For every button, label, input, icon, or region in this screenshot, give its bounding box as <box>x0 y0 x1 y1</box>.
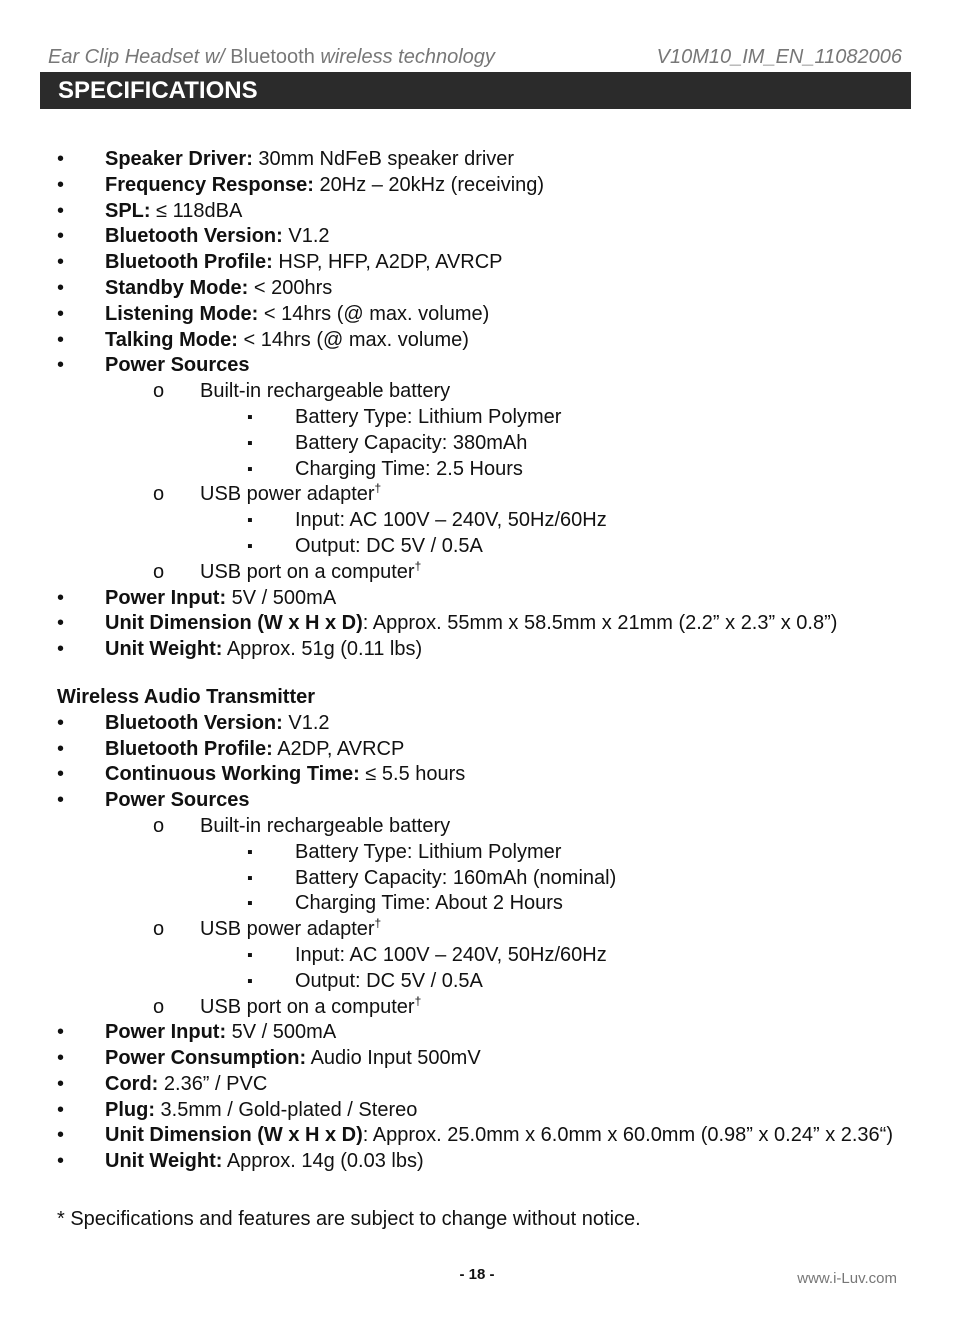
tx-adapter-output: ▪ Output: DC 5V / 0.5A <box>57 969 917 995</box>
spec-charging-time: ▪ Charging Time: 2.5 Hours <box>57 457 917 483</box>
tx-charging-time: ▪ Charging Time: About 2 Hours <box>57 891 917 917</box>
spec-battery-type: ▪ Battery Type: Lithium Polymer <box>57 405 917 431</box>
tx-adapter-input: ▪ Input: AC 100V – 240V, 50Hz/60Hz <box>57 943 917 969</box>
page-number: - 18 - <box>459 1266 495 1283</box>
dagger-mark: † <box>414 558 422 573</box>
footnote: * Specifications and features are subject to change without notice. <box>57 1208 641 1231</box>
dagger-mark: † <box>374 481 382 496</box>
tx-power-input: • Power Input: 5V / 500mA <box>57 1020 917 1046</box>
spec-listening-mode: • Listening Mode: < 14hrs (@ max. volume) <box>57 302 917 328</box>
spec-spl: • SPL: ≤ 118dBA <box>57 199 917 225</box>
spacer <box>57 1175 917 1207</box>
spec-speaker-driver: • Speaker Driver: 30mm NdFeB speaker driver <box>57 147 917 173</box>
spec-usb-port: o USB port on a computer† <box>57 560 917 586</box>
spacer <box>57 663 917 685</box>
spec-unit-weight: • Unit Weight: Approx. 51g (0.11 lbs) <box>57 637 917 663</box>
spec-unit-dimension: • Unit Dimension (W x H x D): Approx. 55mm x 58.5mm x 21mm (2.2” x 2.3” x 0.8”) <box>57 611 917 637</box>
transmitter-heading: Wireless Audio Transmitter <box>57 685 316 708</box>
tx-usb-adapter: o USB power adapter† <box>57 917 917 943</box>
dagger-mark: † <box>374 916 382 931</box>
spec-bluetooth-version: • Bluetooth Version: V1.2 <box>57 224 917 250</box>
header-doc-code: V10M10_IM_EN_11082006 <box>656 46 902 68</box>
spec-content <box>57 147 917 1233</box>
tx-plug: • Plug: 3.5mm / Gold-plated / Stereo <box>57 1098 917 1124</box>
tx-unit-dimension: • Unit Dimension (W x H x D): Approx. 25.0mm x 6.0mm x 60.0mm (0.98” x 0.24” x 2.36“) <box>57 1123 917 1149</box>
spec-usb-adapter: o USB power adapter† <box>57 482 917 508</box>
tx-bluetooth-profile: • Bluetooth Profile: A2DP, AVRCP <box>57 737 917 763</box>
spec-adapter-input: ▪ Input: AC 100V – 240V, 50Hz/60Hz <box>57 508 917 534</box>
spec-power-sources: • Power Sources <box>57 353 917 379</box>
tx-unit-weight: • Unit Weight: Approx. 14g (0.03 lbs) <box>57 1149 917 1175</box>
tx-cord: • Cord: 2.36” / PVC <box>57 1072 917 1098</box>
spec-battery: o Built-in rechargeable battery <box>57 379 917 405</box>
tx-battery-capacity: ▪ Battery Capacity: 160mAh (nominal) <box>57 866 917 892</box>
spec-adapter-output: ▪ Output: DC 5V / 0.5A <box>57 534 917 560</box>
spec-standby-mode: • Standby Mode: < 200hrs <box>57 276 917 302</box>
tx-power-sources: • Power Sources <box>57 788 917 814</box>
spec-frequency-response: • Frequency Response: 20Hz – 20kHz (receiving) <box>57 173 917 199</box>
section-title: SPECIFICATIONS <box>40 72 911 109</box>
website: www.i-Luv.com <box>797 1270 897 1287</box>
tx-power-consumption: • Power Consumption: Audio Input 500mV <box>57 1046 917 1072</box>
tx-battery-type: ▪ Battery Type: Lithium Polymer <box>57 840 917 866</box>
tx-usb-port: o USB port on a computer† <box>57 995 917 1021</box>
tx-working-time: • Continuous Working Time: ≤ 5.5 hours <box>57 762 917 788</box>
tx-bluetooth-version: • Bluetooth Version: V1.2 <box>57 711 917 737</box>
spec-power-input: • Power Input: 5V / 500mA <box>57 586 917 612</box>
spec-talking-mode: • Talking Mode: < 14hrs (@ max. volume) <box>57 328 917 354</box>
dagger-mark: † <box>414 993 422 1008</box>
spec-battery-capacity: ▪ Battery Capacity: 380mAh <box>57 431 917 457</box>
spec-bluetooth-profile: • Bluetooth Profile: HSP, HFP, A2DP, AVRCP <box>57 250 917 276</box>
tx-battery: o Built-in rechargeable battery <box>57 814 917 840</box>
header-title: Ear Clip Headset w/ Bluetooth wireless technology <box>48 46 495 68</box>
